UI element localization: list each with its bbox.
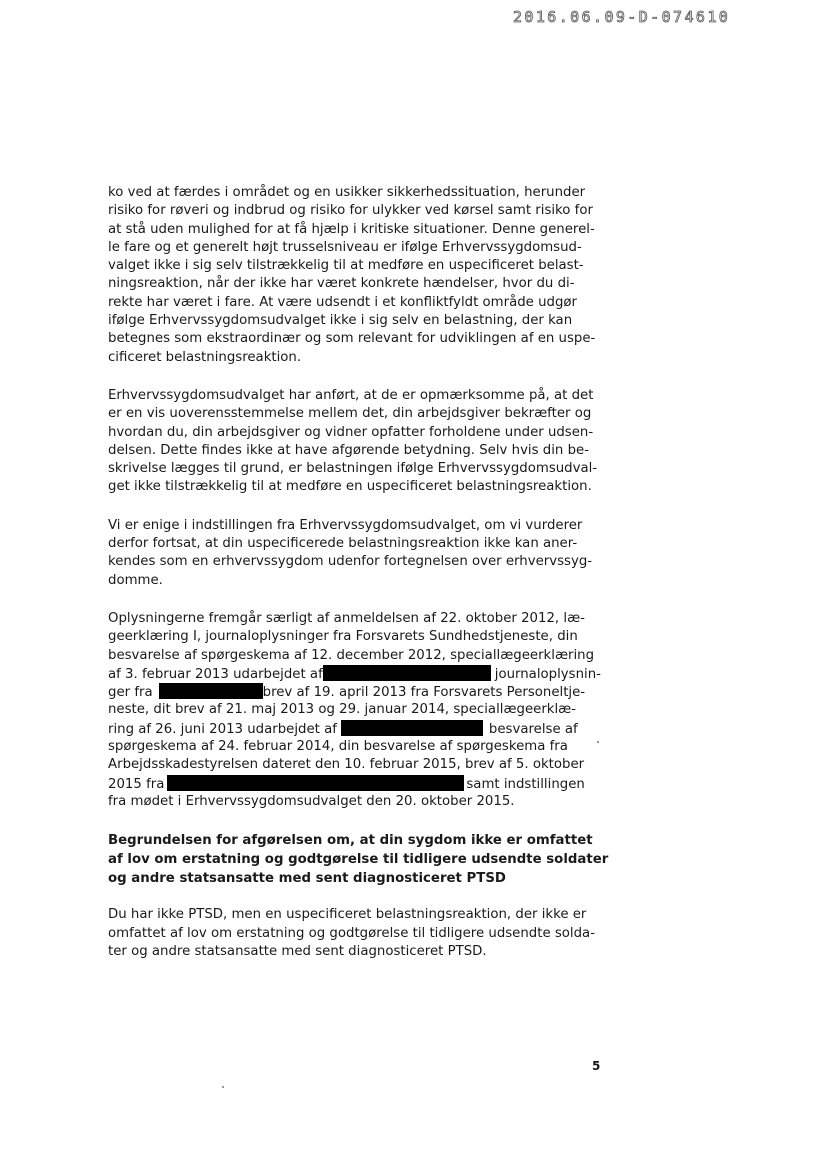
paragraph-discrepancy bbox=[108, 387, 608, 497]
text-segment: ring af 26. juni 2013 udarbejdet af bbox=[108, 721, 337, 737]
scan-speck bbox=[222, 1086, 224, 1088]
document-stamp: 2016.06.09-D-074610 bbox=[513, 8, 731, 26]
heading-line: af lov om erstatning og godtgørelse til tidligere udsendte soldater bbox=[108, 852, 609, 868]
text-line: Erhvervssygdomsudvalget har anført, at de er opmærksomme på, at det bbox=[108, 387, 594, 403]
text-line bbox=[108, 683, 608, 701]
text-line bbox=[108, 775, 608, 793]
text-line: get ikke tilstrækkelig til at medføre en uspecificeret belastningsreaktion. bbox=[108, 479, 592, 495]
text-line: omfattet af lov om erstatning og godtgørelse til tidligere udsendte solda- bbox=[108, 925, 595, 941]
text-segment: 2015 fra bbox=[108, 776, 165, 792]
text-segment: samt indstillingen bbox=[466, 776, 585, 792]
text-line: betegnes som ekstraordinær og som relevant for udviklingen af en uspe- bbox=[108, 331, 596, 347]
paragraph-risk bbox=[108, 184, 608, 367]
text-line: le fare og et generelt højt trusselsniveau er ifølge Erhvervssygdomsud- bbox=[108, 239, 582, 255]
text-line: ifølge Erhvervssygdomsudvalget ikke i sig selv en belastning, der kan bbox=[108, 313, 573, 329]
redaction-box bbox=[341, 720, 483, 736]
text-line bbox=[108, 665, 608, 683]
text-line: fra mødet i Erhvervssygdomsudvalget den 20. oktober 2015. bbox=[108, 793, 515, 809]
paragraph-ptsd bbox=[108, 906, 608, 961]
redaction-box bbox=[159, 683, 263, 699]
text-line: ter og andre statsansatte med sent diagnosticeret PTSD. bbox=[108, 943, 487, 959]
redaction-box bbox=[167, 775, 464, 791]
text-line: ko ved at færdes i området og en usikker sikkerhedssituation, herunder bbox=[108, 185, 586, 200]
text-segment: af 3. februar 2013 udarbejdet af bbox=[108, 666, 323, 682]
text-line: Vi er enige i indstillingen fra Erhvervssygdomsudvalget, om vi vurderer bbox=[108, 517, 583, 533]
paragraph-conclusion bbox=[108, 517, 608, 590]
page-number: 5 bbox=[592, 1059, 601, 1073]
text-line: er en vis uoverensstemmelse mellem det, din arbejdsgiver bekræfter og bbox=[108, 406, 592, 422]
text-segment: besvarelse af bbox=[488, 721, 578, 737]
document-body bbox=[108, 184, 608, 981]
text-line: hvordan du, din arbejdsgiver og vidner opfatter forholdene under udsen- bbox=[108, 424, 594, 440]
text-line: Oplysningerne fremgår særligt af anmeldelsen af 22. oktober 2012, læ- bbox=[108, 610, 585, 626]
text-line: neste, dit brev af 21. maj 2013 og 29. januar 2014, speciallægeerklæ- bbox=[108, 702, 577, 718]
text-line: kendes som en erhvervssygdom udenfor fortegnelsen over erhvervssyg- bbox=[108, 554, 593, 570]
text-segment: brev af 19. april 2013 fra Forsvarets Personeltje- bbox=[262, 685, 586, 701]
text-line: skrivelse lægges til grund, er belastningen ifølge Erhvervssygdomsudval- bbox=[108, 461, 598, 477]
heading-line: og andre statsansatte med sent diagnosticeret PTSD bbox=[108, 871, 506, 887]
text-line: risiko for røveri og indbrud og risiko for ulykker ved kørsel samt risiko for bbox=[108, 203, 593, 219]
scan-speck bbox=[597, 741, 599, 743]
text-line bbox=[108, 720, 608, 738]
text-line: delsen. Dette findes ikke at have afgørende betydning. Selv hvis din be- bbox=[108, 442, 589, 458]
section-heading bbox=[108, 831, 608, 888]
text-line: cificeret belastningsreaktion. bbox=[108, 349, 302, 365]
text-line: geerklæring I, journaloplysninger fra Forsvarets Sundhedstjeneste, din bbox=[108, 629, 578, 645]
text-line: ningsreaktion, når der ikke har været konkrete hændelser, hvor du di- bbox=[108, 276, 575, 292]
text-line: domme. bbox=[108, 572, 163, 588]
text-line: rekte har været i fare. At være udsendt i et konfliktfyldt område udgør bbox=[108, 294, 577, 310]
text-line: Arbejdsskadestyrelsen dateret den 10. februar 2015, brev af 5. oktober bbox=[108, 757, 585, 773]
text-line: Du har ikke PTSD, men en uspecificeret belastningsreaktion, der ikke er bbox=[108, 907, 587, 923]
text-line: spørgeskema af 24. februar 2014, din besvarelse af spørgeskema fra bbox=[108, 739, 568, 755]
redaction-box bbox=[323, 665, 491, 681]
paragraph-sources bbox=[108, 610, 608, 811]
text-segment: ger fra bbox=[108, 685, 153, 701]
text-line: at stå uden mulighed for at få hjælp i kritiske situationer. Denne generel- bbox=[108, 221, 595, 237]
text-line: derfor fortsat, at din uspecificerede belastningsreaktion ikke kan aner- bbox=[108, 536, 578, 552]
text-segment: journaloplysnin- bbox=[494, 666, 601, 682]
heading-line: Begrundelsen for afgørelsen om, at din sygdom ikke er omfattet bbox=[108, 833, 593, 849]
text-line: valget ikke i sig selv tilstrækkelig til at medføre en uspecificeret belast- bbox=[108, 258, 584, 274]
text-line: besvarelse af spørgeskema af 12. december 2012, speciallægeerklæring bbox=[108, 647, 595, 663]
